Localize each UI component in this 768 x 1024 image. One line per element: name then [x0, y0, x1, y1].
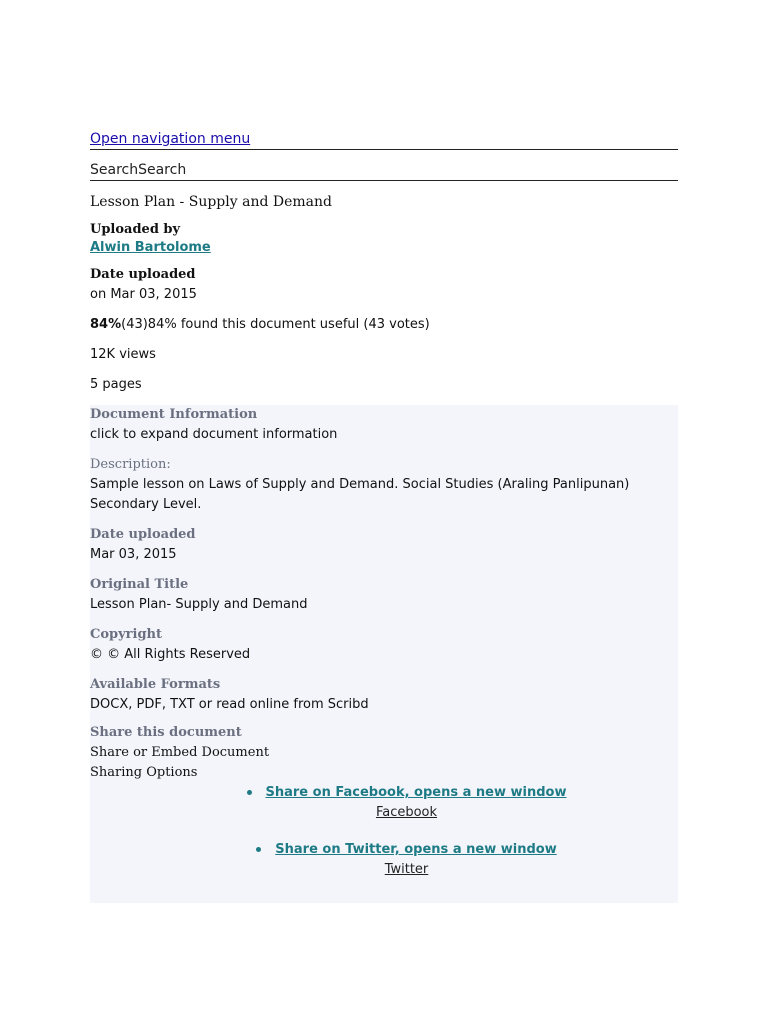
- available-formats-label: Available Formats: [90, 677, 221, 692]
- date-uploaded-section: [90, 265, 678, 305]
- share-document-heading: Share this document: [90, 725, 242, 740]
- bullet-icon: [247, 790, 252, 795]
- expand-information-toggle[interactable]: click to expand document information: [90, 427, 338, 442]
- uploaded-by-section: [90, 220, 678, 255]
- bullet-icon: [256, 847, 261, 852]
- original-title-label: Original Title: [90, 577, 189, 592]
- description-label: Description:: [90, 457, 171, 472]
- copyright-value: © © All Rights Reserved: [90, 647, 251, 662]
- views-count: 12K views: [90, 347, 156, 362]
- available-formats-value: DOCX, PDF, TXT or read online from Scribd: [90, 697, 369, 712]
- uploaded-by-label: Uploaded by: [90, 222, 181, 237]
- twitter-label[interactable]: Twitter: [384, 862, 429, 877]
- list-item: [135, 783, 678, 823]
- info-date-uploaded-value: Mar 03, 2015: [90, 547, 177, 562]
- rating-percent: 84%: [90, 317, 122, 332]
- search-bar[interactable]: SearchSearch: [90, 161, 678, 181]
- original-title-value: Lesson Plan- Supply and Demand: [90, 597, 308, 612]
- document-information-panel: [90, 405, 678, 903]
- share-facebook-link[interactable]: Share on Facebook, opens a new window: [265, 785, 567, 800]
- date-uploaded-value: on Mar 03, 2015: [90, 287, 197, 302]
- copyright-label: Copyright: [90, 627, 162, 642]
- list-item: [135, 840, 678, 880]
- date-uploaded-label: Date uploaded: [90, 267, 196, 282]
- page-count: 5 pages: [90, 377, 142, 392]
- share-options-list: [135, 783, 678, 880]
- sharing-options-text: Sharing Options: [90, 765, 198, 780]
- rating-line: [90, 315, 678, 335]
- rating-text: (43)84% found this document useful (43 votes): [121, 317, 430, 332]
- share-twitter-link[interactable]: Share on Twitter, opens a new window: [275, 842, 557, 857]
- open-navigation-menu-link[interactable]: Open navigation menu: [90, 130, 678, 150]
- info-date-uploaded-label: Date uploaded: [90, 527, 196, 542]
- share-embed-text: Share or Embed Document: [90, 745, 270, 760]
- document-title: Lesson Plan - Supply and Demand: [90, 194, 332, 210]
- document-information-heading: Document Information: [90, 407, 258, 422]
- uploader-name-link[interactable]: Alwin Bartolome: [90, 240, 211, 255]
- facebook-label[interactable]: Facebook: [375, 805, 438, 820]
- page-content: [90, 130, 678, 903]
- description-value: Sample lesson on Laws of Supply and Demand. Social Studies (Araling Panlipunan) Secondary Level.: [90, 477, 630, 512]
